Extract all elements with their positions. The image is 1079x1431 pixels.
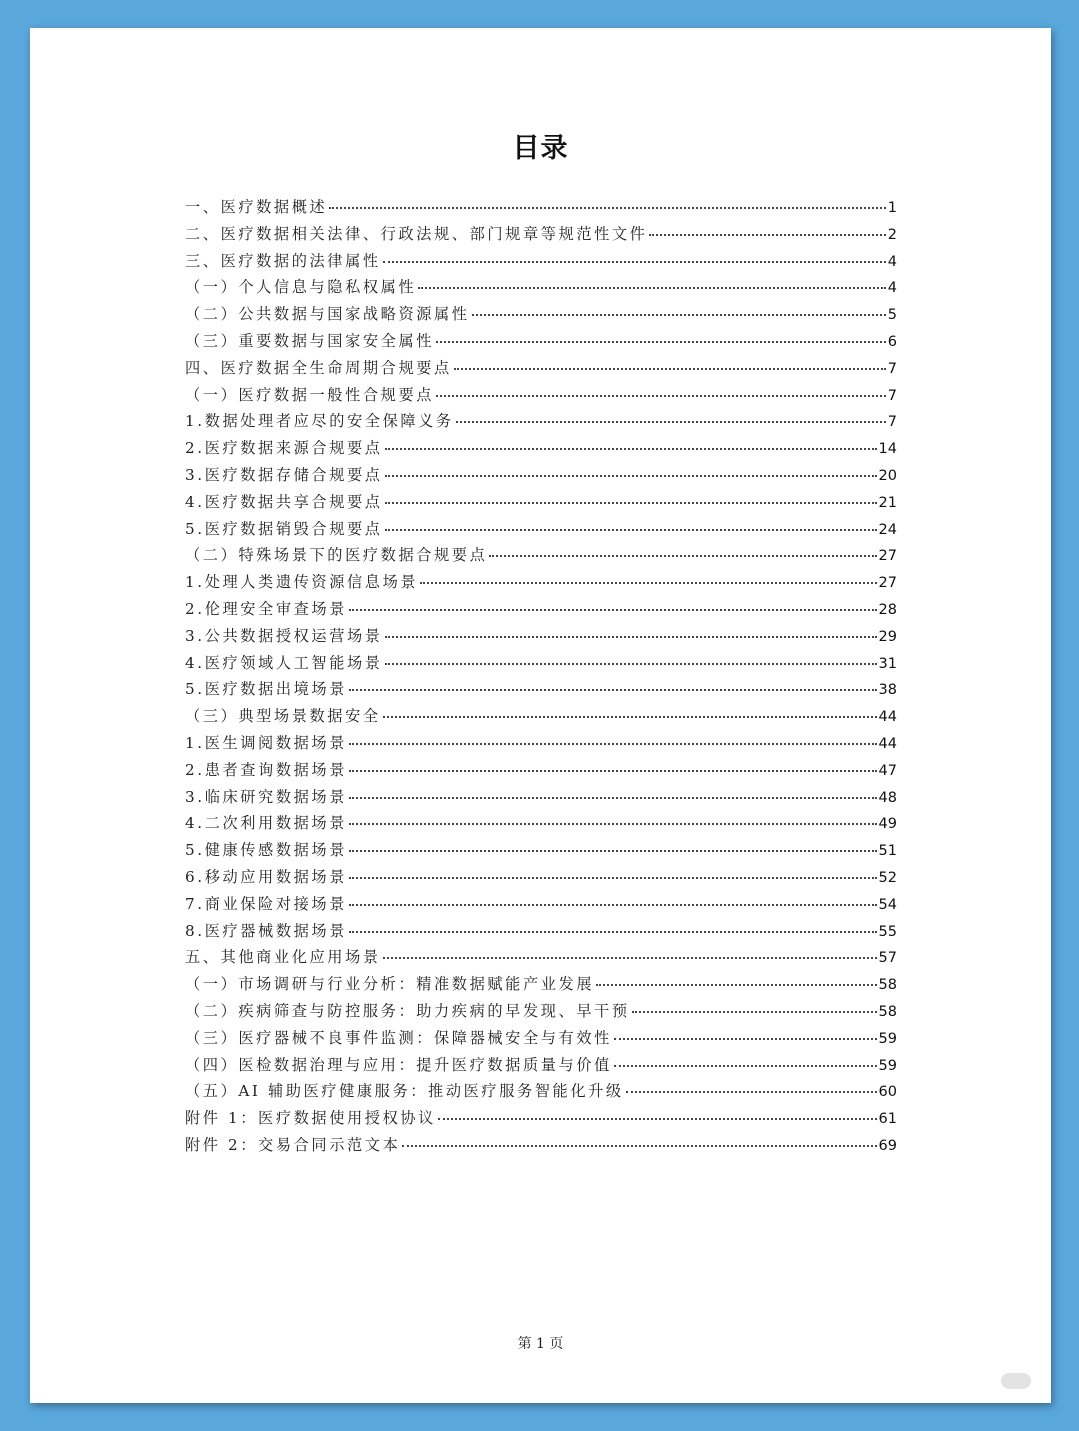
toc-entry-page: 48 [878,789,897,806]
toc-leader-dots [626,1091,877,1093]
toc-entry[interactable] [185,1107,897,1134]
toc-entry[interactable] [185,410,897,437]
toc-entry-label: （一）医疗数据一般性合规要点 [185,385,435,404]
toc-leader-dots [349,850,877,852]
toc-entry-page: 14 [878,441,897,458]
toc-entry-label: 3.临床研究数据场景 [185,787,347,806]
toc-entry-label: （一）个人信息与隐私权属性 [185,278,417,297]
toc-leader-dots [614,1038,877,1040]
toc-entry[interactable] [185,812,897,839]
toc-leader-dots [349,931,877,933]
toc-entry-page: 58 [878,1003,897,1020]
toc-leader-dots [349,797,877,799]
toc-entry-page: 49 [878,816,897,833]
toc-entry-label: （一）市场调研与行业分析：精准数据赋能产业发展 [185,975,595,994]
toc-entry-label: 7.商业保险对接场景 [185,894,347,913]
toc-entry[interactable] [185,196,897,223]
toc-entry[interactable] [185,276,897,303]
toc-entry-label: 2.伦理安全审查场景 [185,599,347,618]
toc-entry-label: 三、医疗数据的法律属性 [185,251,381,270]
toc-entry[interactable] [185,973,897,1000]
toc-entry[interactable] [185,544,897,571]
toc-entry-page: 54 [878,896,897,913]
toc-leader-dots [385,502,877,504]
toc-leader-dots [349,770,877,772]
toc-entry-page: 58 [878,977,897,994]
toc-entry[interactable] [185,330,897,357]
toc-entry[interactable] [185,1054,897,1081]
toc-entry-page: 60 [878,1084,897,1101]
toc-entry[interactable] [185,625,897,652]
toc-entry[interactable] [185,732,897,759]
toc-entry-page: 55 [878,923,897,940]
toc-leader-dots [385,529,877,531]
toc-entry[interactable] [185,223,897,250]
toc-leader-dots [596,984,876,986]
toc-entry[interactable] [185,759,897,786]
toc-entry[interactable] [185,491,897,518]
toc-entry-label: 1.医生调阅数据场景 [185,733,347,752]
toc-entry-page: 1 [887,200,897,216]
toc-entry[interactable] [185,437,897,464]
toc-entry-label: 5.医疗数据出境场景 [185,680,347,699]
toc-entry-label: 2.患者查询数据场景 [185,760,347,779]
toc-entry-label: 5.健康传感数据场景 [185,841,347,860]
toc-entry[interactable] [185,946,897,973]
toc-entry-label: 四、医疗数据全生命周期合规要点 [185,358,452,377]
toc-leader-dots [438,1118,877,1120]
toc-leader-dots [383,716,877,718]
toc-entry[interactable] [185,705,897,732]
toc-entry[interactable] [185,384,897,411]
toc-entry-page: 29 [878,628,897,645]
toc-entry-label: 1.数据处理者应尽的安全保障义务 [185,412,454,431]
toc-entry[interactable] [185,1080,897,1107]
toc-entry-label: 一、医疗数据概述 [185,198,328,216]
toc-entry-label: 4.医疗领域人工智能场景 [185,653,383,672]
toc-entry-label: （二）特殊场景下的医疗数据合规要点 [185,546,488,565]
toc-entry[interactable] [185,303,897,330]
toc-leader-dots [349,609,877,611]
toc-leader-dots [385,663,877,665]
toc-entry-label: （二）疾病筛查与防控服务：助力疾病的早发现、早干预 [185,1001,630,1020]
toc-leader-dots [649,234,885,236]
toc-leader-dots [632,1011,877,1013]
page-title: 目录 [512,133,569,164]
toc-entry-page: 7 [887,360,897,377]
toc-entry-page: 57 [878,950,897,967]
toc-entry-label: （五）AI 辅助医疗健康服务：推动医疗服务智能化升级 [185,1082,624,1101]
toc-entry[interactable] [185,518,897,545]
toc-leader-dots [349,689,877,691]
toc-entry[interactable] [185,920,897,947]
toc-entry-page: 7 [887,387,897,404]
toc-entry-page: 52 [878,869,897,886]
toc-entry-page: 59 [878,1030,897,1047]
toc-entry[interactable] [185,598,897,625]
toc-leader-dots [418,287,886,289]
toc-entry-page: 7 [887,414,897,431]
toc-entry-page: 61 [878,1111,897,1128]
toc-entry-label: 5.医疗数据销毁合规要点 [185,519,383,538]
toc-entry-page: 51 [878,843,897,860]
toc-entry-page: 20 [878,467,897,484]
toc-entry-page: 47 [878,762,897,779]
toc-leader-dots [383,261,886,263]
page-number: 第 1 页 [517,1336,564,1352]
toc-entry[interactable] [185,678,897,705]
toc-entry-label: 6.移动应用数据场景 [185,867,347,886]
toc-leader-dots [472,314,886,316]
toc-entry-label: 二、医疗数据相关法律、行政法规、部门规章等规范性文件 [185,224,648,243]
toc-entry-page: 44 [878,735,897,752]
toc-entry[interactable] [185,1134,897,1161]
toc-entry-page: 24 [878,521,897,538]
toc-entry-page: 44 [878,709,897,726]
toc-entry-label: 3.医疗数据存储合规要点 [185,465,383,484]
toc-entry-page: 6 [887,333,897,350]
toc-entry-label: 五、其他商业化应用场景 [185,948,381,967]
toc-entry-label: （三）典型场景数据安全 [185,707,381,726]
toc-entry-page: 27 [878,575,897,592]
toc-leader-dots [614,1065,877,1067]
toc-entry[interactable] [185,1027,897,1054]
toc-entry[interactable] [185,571,897,598]
toc-entry-label: 2.医疗数据来源合规要点 [185,439,383,458]
toc-entry-label: （三）重要数据与国家安全属性 [185,331,435,350]
toc-entry-label: 8.医疗器械数据场景 [185,921,347,940]
watermark-badge [1001,1373,1031,1389]
toc-leader-dots [329,207,885,209]
toc-leader-dots [385,448,877,450]
toc-leader-dots [420,582,876,584]
toc-entry-page: 4 [887,253,897,270]
toc-entry-page: 27 [878,548,897,565]
toc-leader-dots [489,555,876,557]
toc-entry-page: 69 [878,1137,897,1154]
toc-leader-dots [385,636,877,638]
toc-leader-dots [436,395,886,397]
toc-entry[interactable] [185,839,897,866]
toc-entry-page: 21 [878,494,897,511]
toc-leader-dots [436,341,886,343]
document-page [30,28,1051,1403]
toc-entry-page: 4 [887,280,897,297]
toc-leader-dots [385,475,877,477]
toc-entry-label: 附件 1：医疗数据使用授权协议 [185,1109,436,1128]
toc-leader-dots [454,368,886,370]
toc-entry-label: （四）医检数据治理与应用：提升医疗数据质量与价值 [185,1055,612,1074]
toc-entry[interactable] [185,357,897,384]
toc-entry-page: 28 [878,601,897,618]
toc-entry-page: 5 [887,307,897,324]
toc-leader-dots [349,823,877,825]
toc-entry-label: （二）公共数据与国家战略资源属性 [185,305,470,324]
toc-entry-label: 1.处理人类遗传资源信息场景 [185,573,419,592]
toc-leader-dots [402,1145,876,1147]
toc-leader-dots [349,877,877,879]
toc-entry-page: 38 [878,682,897,699]
toc-leader-dots [383,957,877,959]
toc-entry[interactable] [185,786,897,813]
toc-leader-dots [456,421,886,423]
toc-entry-label: 4.二次利用数据场景 [185,814,347,833]
toc-entry[interactable] [185,866,897,893]
toc-entry[interactable] [185,893,897,920]
toc-entry[interactable] [185,1000,897,1027]
toc-entry[interactable] [185,464,897,491]
toc-leader-dots [349,743,877,745]
toc-leader-dots [349,904,877,906]
toc-entry-label: 3.公共数据授权运营场景 [185,626,383,645]
table-of-contents [185,196,897,1161]
toc-entry[interactable] [185,250,897,277]
toc-entry-label: （三）医疗器械不良事件监测：保障器械安全与有效性 [185,1028,612,1047]
toc-entry-label: 4.医疗数据共享合规要点 [185,492,383,511]
toc-entry-label: 附件 2：交易合同示范文本 [185,1135,401,1154]
toc-entry[interactable] [185,652,897,679]
toc-entry-page: 31 [878,655,897,672]
toc-entry-page: 59 [878,1057,897,1074]
toc-entry-page: 2 [887,226,897,243]
